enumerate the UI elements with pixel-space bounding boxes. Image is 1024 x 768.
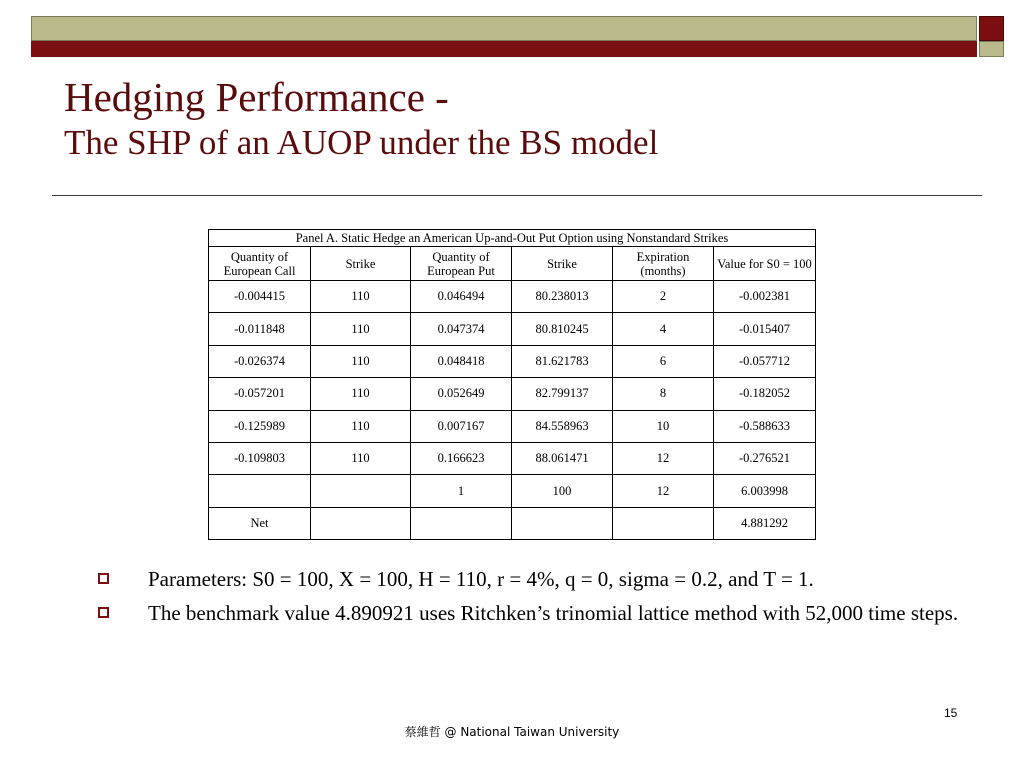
header-square-dark	[979, 16, 1004, 41]
column-header: Value for S0 = 100	[714, 247, 816, 281]
table-panel-title: Panel A. Static Hedge an American Up-and-Out Put Option using Nonstandard Strikes	[209, 230, 816, 247]
header-bar-bottom	[31, 41, 977, 57]
table-cell: 81.621783	[512, 345, 613, 377]
slide-title-line2: The SHP of an AUOP under the BS model	[64, 123, 659, 162]
table-row	[209, 345, 816, 377]
table-cell: 0.166623	[411, 442, 512, 474]
table-cell	[411, 507, 512, 539]
table-cell	[209, 475, 311, 507]
slide-title	[64, 73, 658, 165]
table-cell: 110	[311, 378, 411, 410]
page-number: 15	[944, 706, 958, 720]
table-cell: 8	[613, 378, 714, 410]
column-header: Quantity of European Put	[411, 247, 512, 281]
footer-text: 蔡維哲 @ National Taiwan University	[404, 725, 620, 739]
table-cell: -0.002381	[714, 281, 816, 313]
table-row	[209, 442, 816, 474]
table-cell: 10	[613, 410, 714, 442]
table-cell	[512, 507, 613, 539]
table-cell: -0.011848	[209, 313, 311, 345]
table-cell: 6.003998	[714, 475, 816, 507]
column-header: Strike	[311, 247, 411, 281]
table-row	[209, 410, 816, 442]
table-cell: 110	[311, 410, 411, 442]
column-header: Strike	[512, 247, 613, 281]
table-cell: -0.125989	[209, 410, 311, 442]
table-cell: 88.061471	[512, 442, 613, 474]
table-cell: 12	[613, 475, 714, 507]
table-cell: 0.047374	[411, 313, 512, 345]
table-cell: 0.007167	[411, 410, 512, 442]
bullet-text: The benchmark value 4.890921 uses Ritchken’s trinomial lattice method with 52,000 time steps.	[148, 601, 959, 625]
column-header: Quantity of European Call	[209, 247, 311, 281]
table-cell: 6	[613, 345, 714, 377]
table-cell	[311, 475, 411, 507]
bullet-item	[98, 598, 978, 629]
table-cell: 110	[311, 281, 411, 313]
table-cell: -0.276521	[714, 442, 816, 474]
table-cell: 80.810245	[512, 313, 613, 345]
table-cell: 12	[613, 442, 714, 474]
table-cell: 110	[311, 442, 411, 474]
table-cell: 0.046494	[411, 281, 512, 313]
table-cell: 80.238013	[512, 281, 613, 313]
table-header-row	[209, 247, 816, 281]
table-cell	[613, 507, 714, 539]
table-cell: 0.052649	[411, 378, 512, 410]
table-row	[209, 313, 816, 345]
table-cell: -0.057712	[714, 345, 816, 377]
table-cell: -0.109803	[209, 442, 311, 474]
title-divider	[52, 195, 982, 196]
table-row	[209, 378, 816, 410]
hedge-table	[208, 229, 816, 540]
table-cell: 1	[411, 475, 512, 507]
table-row	[209, 281, 816, 313]
table-cell: 2	[613, 281, 714, 313]
table-cell: -0.015407	[714, 313, 816, 345]
bullet-text: Parameters: S0 = 100, X = 100, H = 110, r = 4%, q = 0, sigma = 0.2, and T = 1.	[148, 567, 814, 591]
table-cell: 82.799137	[512, 378, 613, 410]
column-header: Expiration (months)	[613, 247, 714, 281]
table-cell: 0.048418	[411, 345, 512, 377]
table-cell	[311, 507, 411, 539]
table-cell: -0.182052	[714, 378, 816, 410]
table-cell: 4.881292	[714, 507, 816, 539]
table-cell: -0.004415	[209, 281, 311, 313]
table-cell: 100	[512, 475, 613, 507]
bullet-list	[98, 564, 978, 632]
square-bullet-icon	[98, 573, 109, 584]
header-square-light	[979, 41, 1004, 57]
slide-title-line1: Hedging Performance -	[64, 74, 449, 120]
table-cell: -0.588633	[714, 410, 816, 442]
table-cell: Net	[209, 507, 311, 539]
table-cell: 84.558963	[512, 410, 613, 442]
table-cell: -0.057201	[209, 378, 311, 410]
table-row	[209, 475, 816, 507]
table-cell: -0.026374	[209, 345, 311, 377]
table-cell: 110	[311, 345, 411, 377]
header-bar-top	[31, 16, 977, 41]
square-bullet-icon	[98, 607, 109, 618]
bullet-item	[98, 564, 978, 595]
table-row-net	[209, 507, 816, 539]
table-cell: 110	[311, 313, 411, 345]
table-panel-row	[209, 230, 816, 247]
table-cell: 4	[613, 313, 714, 345]
